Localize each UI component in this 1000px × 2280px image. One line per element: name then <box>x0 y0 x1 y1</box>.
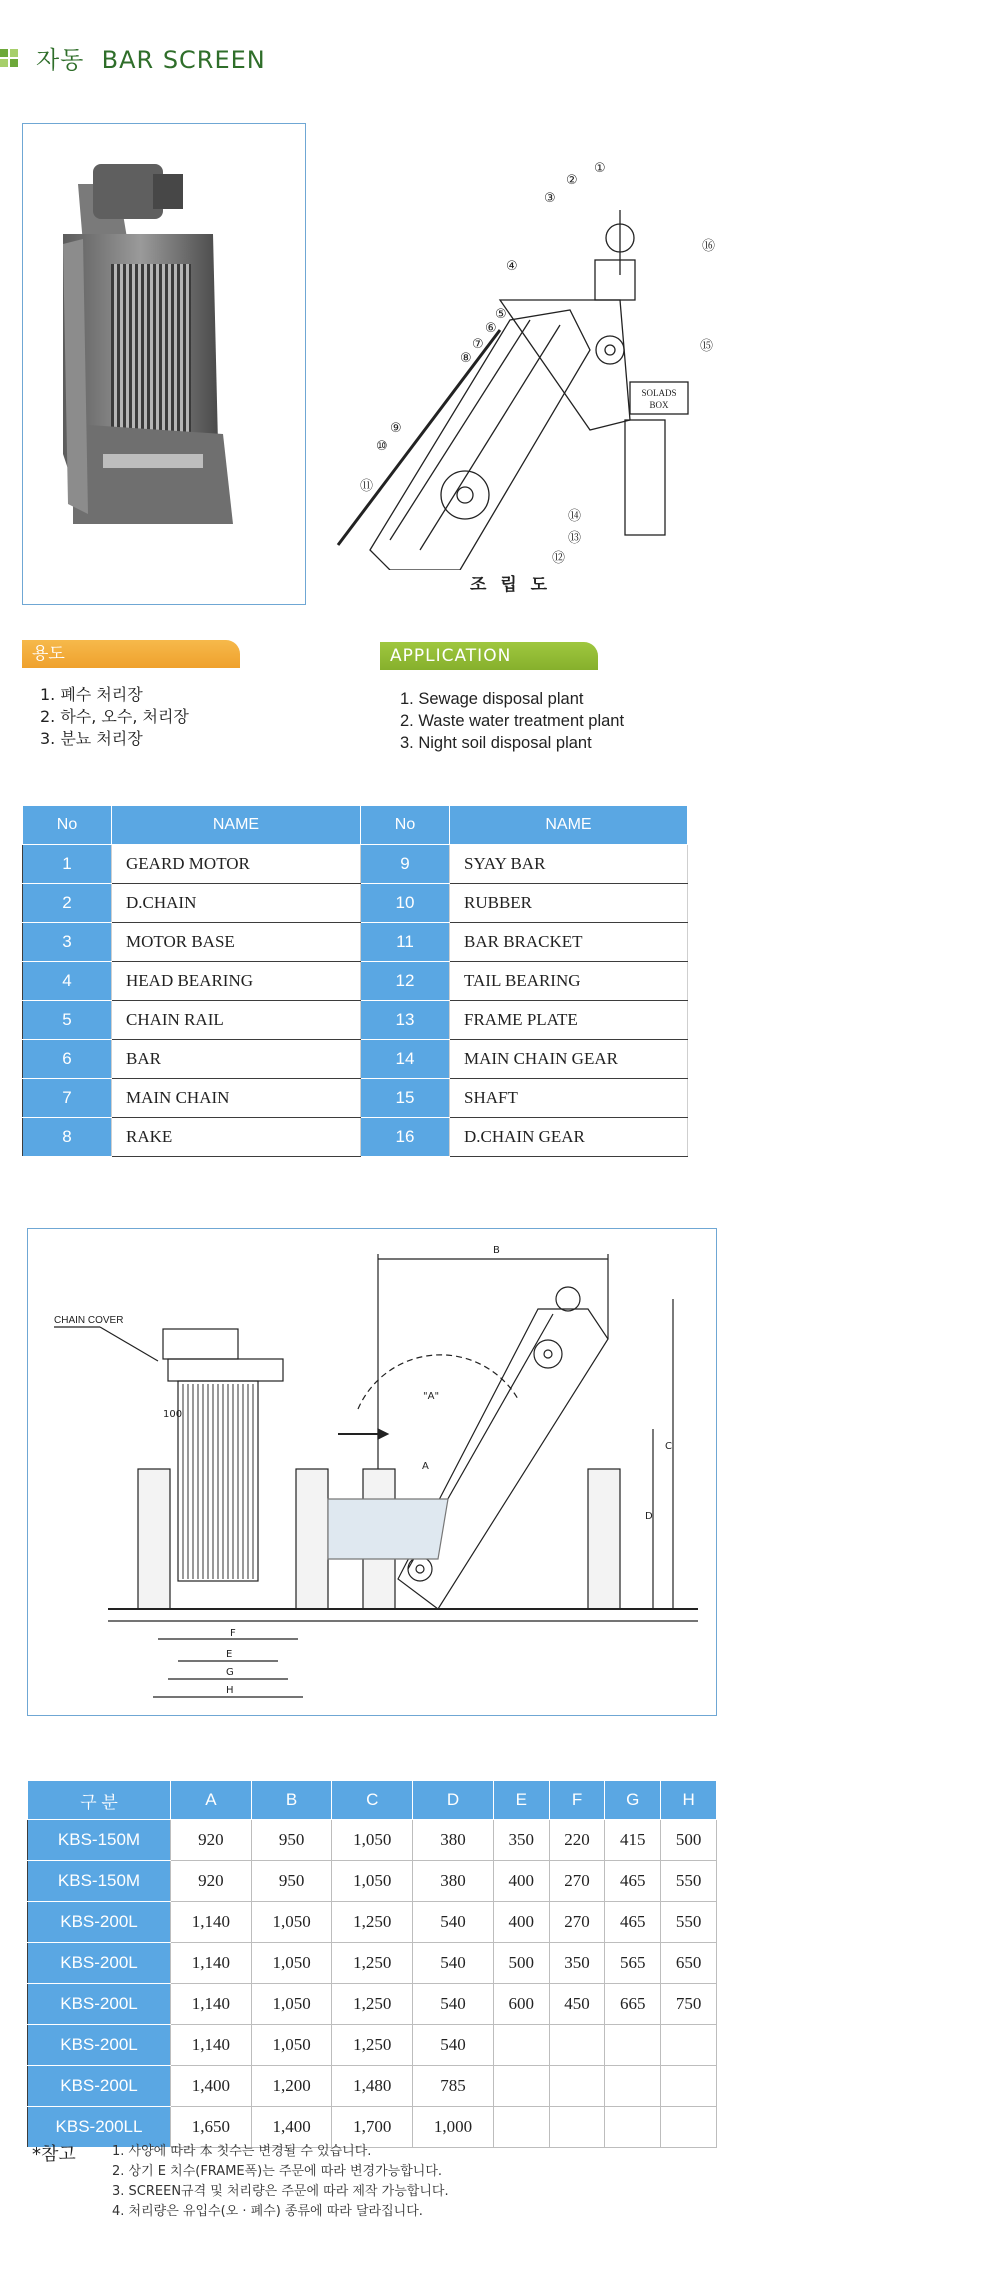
application-label: APPLICATION <box>380 642 598 670</box>
dim-c: C <box>665 1441 672 1452</box>
header-name: NAME <box>112 806 361 845</box>
model-cell: KBS-150M <box>28 1861 171 1902</box>
part-number-cell: 9 <box>361 845 450 884</box>
spec-value-cell: 1,400 <box>251 2107 332 2148</box>
callout-15: ⑮ <box>700 339 714 354</box>
spec-value-cell: 540 <box>413 1943 494 1984</box>
notes-label: *참고 <box>32 2144 76 2165</box>
part-number-cell: 10 <box>361 884 450 923</box>
spec-value-cell <box>661 2107 717 2148</box>
model-cell: KBS-200LL <box>28 2107 171 2148</box>
spec-value-cell: 380 <box>413 1861 494 1902</box>
model-cell: KBS-200L <box>28 1943 171 1984</box>
note-item: 3. SCREEN규격 및 처리량은 주문에 따라 제작 가능합니다. <box>112 2184 449 2199</box>
dimension-drawing <box>27 1228 717 1716</box>
spec-value-cell: 415 <box>605 1820 661 1861</box>
assembly-caption: 조 립 도 <box>470 575 552 595</box>
table-row <box>28 1820 717 1861</box>
dim-b: B <box>493 1245 500 1256</box>
table-row <box>23 923 688 962</box>
spec-header: A <box>171 1781 252 1820</box>
dim-100: 100 <box>163 1409 183 1420</box>
usage-ko-item: 2. 하수, 오수, 처리장 <box>40 707 189 726</box>
dim-a: A <box>422 1461 429 1472</box>
part-number-cell: 5 <box>23 1001 112 1040</box>
dim-h: H <box>226 1685 234 1696</box>
callout-9: ⑨ <box>390 421 402 436</box>
part-name-cell: SHAFT <box>450 1079 688 1118</box>
spec-value-cell <box>493 2107 549 2148</box>
callout-14: ⑭ <box>568 509 582 524</box>
spec-value-cell: 1,250 <box>332 1902 413 1943</box>
dim-d: D <box>645 1511 653 1522</box>
spec-value-cell: 1,250 <box>332 1984 413 2025</box>
spec-value-cell <box>605 2025 661 2066</box>
callout-13: ⑬ <box>568 531 582 546</box>
spec-value-cell: 650 <box>661 1943 717 1984</box>
spec-value-cell: 540 <box>413 2025 494 2066</box>
application-item: 2. Waste water treatment plant <box>400 712 625 730</box>
usage-ko-item: 3. 분뇨 처리장 <box>40 729 143 748</box>
part-number-cell: 8 <box>23 1118 112 1157</box>
part-name-cell: SYAY BAR <box>450 845 688 884</box>
note-item: 2. 상기 E 치수(FRAME폭)는 주문에 따라 변경가능합니다. <box>112 2164 443 2179</box>
bar-screen-photo-illustration <box>23 124 305 604</box>
table-row <box>23 1079 688 1118</box>
callout-3: ③ <box>544 191 556 206</box>
page-title <box>0 40 266 75</box>
table-row <box>23 1001 688 1040</box>
dimension-diagram <box>28 1229 716 1715</box>
part-number-cell: 2 <box>23 884 112 923</box>
part-name-cell: MAIN CHAIN <box>112 1079 361 1118</box>
spec-value-cell: 1,140 <box>171 1902 252 1943</box>
spec-value-cell: 1,050 <box>251 1902 332 1943</box>
spec-header: B <box>251 1781 332 1820</box>
spec-value-cell: 270 <box>549 1861 605 1902</box>
part-number-cell: 14 <box>361 1040 450 1079</box>
dim-e: E <box>226 1649 233 1660</box>
spec-value-cell: 465 <box>605 1861 661 1902</box>
spec-header: D <box>413 1781 494 1820</box>
part-name-cell: MOTOR BASE <box>112 923 361 962</box>
spec-value-cell: 1,140 <box>171 1943 252 1984</box>
callout-11: ⑪ <box>360 479 374 494</box>
spec-value-cell: 1,250 <box>332 2025 413 2066</box>
spec-value-cell: 565 <box>605 1943 661 1984</box>
part-number-cell: 11 <box>361 923 450 962</box>
usage-ko-item: 1. 폐수 처리장 <box>40 685 143 704</box>
spec-value-cell: 350 <box>493 1820 549 1861</box>
note-item: 4. 처리량은 유입수(오 · 폐수) 종류에 따라 달라집니다. <box>112 2204 423 2219</box>
callout-numbers <box>360 161 715 566</box>
spec-value-cell: 920 <box>171 1861 252 1902</box>
spec-value-cell <box>549 2107 605 2148</box>
spec-value-cell: 1,050 <box>251 1943 332 1984</box>
spec-value-cell: 750 <box>661 1984 717 2025</box>
notes-list <box>112 2142 449 2222</box>
spec-value-cell <box>549 2066 605 2107</box>
spec-value-cell: 220 <box>549 1820 605 1861</box>
callout-2: ② <box>566 173 578 188</box>
table-row <box>28 2066 717 2107</box>
spec-value-cell: 1,650 <box>171 2107 252 2148</box>
part-name-cell: D.CHAIN <box>112 884 361 923</box>
spec-header: C <box>332 1781 413 1820</box>
spec-value-cell: 350 <box>549 1943 605 1984</box>
spec-value-cell: 1,050 <box>251 1984 332 2025</box>
part-number-cell: 12 <box>361 962 450 1001</box>
model-cell: KBS-200L <box>28 1902 171 1943</box>
spec-table <box>27 1780 717 2148</box>
callout-4: ④ <box>506 259 518 274</box>
spec-value-cell: 1,050 <box>332 1820 413 1861</box>
part-number-cell: 15 <box>361 1079 450 1118</box>
spec-value-cell <box>605 2107 661 2148</box>
spec-value-cell: 1,050 <box>251 2025 332 2066</box>
spec-value-cell: 950 <box>251 1820 332 1861</box>
spec-value-cell: 1,200 <box>251 2066 332 2107</box>
application-item: 3. Night soil disposal plant <box>400 734 592 752</box>
spec-value-cell: 540 <box>413 1984 494 2025</box>
part-number-cell: 13 <box>361 1001 450 1040</box>
spec-header: E <box>493 1781 549 1820</box>
dim-f: F <box>230 1628 236 1639</box>
part-number-cell: 1 <box>23 845 112 884</box>
spec-value-cell: 1,050 <box>332 1861 413 1902</box>
spec-value-cell: 500 <box>493 1943 549 1984</box>
note-item: 1. 사양에 따라 本 칫수는 변경될 수 있습니다. <box>112 2144 372 2159</box>
table-row <box>28 1943 717 1984</box>
spec-value-cell: 1,400 <box>171 2066 252 2107</box>
callout-12: ⑫ <box>552 551 566 566</box>
callout-6: ⑥ <box>485 321 497 336</box>
spec-header: G <box>605 1781 661 1820</box>
callout-7: ⑦ <box>472 337 484 352</box>
model-cell: KBS-200L <box>28 2025 171 2066</box>
parts-table-header <box>23 806 688 845</box>
table-row <box>28 1861 717 1902</box>
grid-bullet-icon <box>0 49 18 67</box>
part-name-cell: RAKE <box>112 1118 361 1157</box>
part-number-cell: 3 <box>23 923 112 962</box>
screen-bars <box>183 1384 253 1579</box>
model-cell: KBS-150M <box>28 1820 171 1861</box>
part-name-cell: GEARD MOTOR <box>112 845 361 884</box>
spec-value-cell <box>493 2066 549 2107</box>
callout-16: ⑯ <box>702 239 716 254</box>
spec-header: H <box>661 1781 717 1820</box>
part-number-cell: 7 <box>23 1079 112 1118</box>
assembly-diagram <box>330 150 740 570</box>
part-name-cell: MAIN CHAIN GEAR <box>450 1040 688 1079</box>
spec-value-cell: 550 <box>661 1861 717 1902</box>
spec-value-cell: 1,250 <box>332 1943 413 1984</box>
spec-value-cell: 785 <box>413 2066 494 2107</box>
part-number-cell: 16 <box>361 1118 450 1157</box>
spec-value-cell: 665 <box>605 1984 661 2025</box>
usage-ko-list <box>40 684 189 750</box>
usage-ko-label: 용도 <box>22 640 240 668</box>
spec-value-cell: 400 <box>493 1902 549 1943</box>
table-row <box>28 1902 717 1943</box>
solads-box-label-2: BOX <box>649 400 669 410</box>
spec-value-cell: 920 <box>171 1820 252 1861</box>
application-list <box>400 688 624 754</box>
header-no: No <box>361 806 450 845</box>
spec-value-cell <box>661 2025 717 2066</box>
part-name-cell: CHAIN RAIL <box>112 1001 361 1040</box>
callout-8: ⑧ <box>460 351 472 366</box>
table-row <box>23 1118 688 1157</box>
table-row <box>23 884 688 923</box>
spec-header: F <box>549 1781 605 1820</box>
table-row <box>28 1984 717 2025</box>
view-a-label: "A" <box>423 1391 440 1402</box>
spec-value-cell: 1,140 <box>171 1984 252 2025</box>
spec-value-cell: 270 <box>549 1902 605 1943</box>
spec-value-cell: 1,140 <box>171 2025 252 2066</box>
spec-value-cell: 1,700 <box>332 2107 413 2148</box>
callout-1: ① <box>594 161 606 176</box>
model-cell: KBS-200L <box>28 2066 171 2107</box>
table-row <box>23 962 688 1001</box>
spec-value-cell: 400 <box>493 1861 549 1902</box>
part-name-cell: HEAD BEARING <box>112 962 361 1001</box>
spec-value-cell: 1,480 <box>332 2066 413 2107</box>
product-photo <box>22 123 306 605</box>
spec-value-cell: 450 <box>549 1984 605 2025</box>
page-title-text: 자동 BAR SCREEN <box>36 46 266 74</box>
spec-value-cell: 500 <box>661 1820 717 1861</box>
part-number-cell: 6 <box>23 1040 112 1079</box>
part-name-cell: BAR <box>112 1040 361 1079</box>
spec-value-cell: 600 <box>493 1984 549 2025</box>
model-cell: KBS-200L <box>28 1984 171 2025</box>
dim-g: G <box>226 1667 234 1678</box>
spec-value-cell: 550 <box>661 1902 717 1943</box>
spec-header: 구 분 <box>28 1781 171 1820</box>
assembly-drawing <box>330 150 740 600</box>
spec-table-header <box>28 1781 717 1820</box>
spec-value-cell <box>549 2025 605 2066</box>
part-number-cell: 4 <box>23 962 112 1001</box>
callout-5: ⑤ <box>495 307 507 322</box>
part-name-cell: TAIL BEARING <box>450 962 688 1001</box>
spec-value-cell: 950 <box>251 1861 332 1902</box>
spec-value-cell <box>661 2066 717 2107</box>
parts-table <box>22 805 688 1157</box>
table-row <box>28 2025 717 2066</box>
application-item: 1. Sewage disposal plant <box>400 690 584 708</box>
part-name-cell: D.CHAIN GEAR <box>450 1118 688 1157</box>
spec-value-cell <box>493 2025 549 2066</box>
header-no: No <box>23 806 112 845</box>
header-name: NAME <box>450 806 688 845</box>
spec-value-cell: 465 <box>605 1902 661 1943</box>
table-row <box>23 1040 688 1079</box>
spec-value-cell <box>605 2066 661 2107</box>
part-name-cell: RUBBER <box>450 884 688 923</box>
part-name-cell: FRAME PLATE <box>450 1001 688 1040</box>
part-name-cell: BAR BRACKET <box>450 923 688 962</box>
spec-value-cell: 1,000 <box>413 2107 494 2148</box>
table-row <box>23 845 688 884</box>
callout-10: ⑩ <box>376 439 388 454</box>
spec-value-cell: 540 <box>413 1902 494 1943</box>
chain-cover-label: CHAIN COVER <box>54 1315 124 1326</box>
spec-value-cell: 380 <box>413 1820 494 1861</box>
solads-box-label-1: SOLADS <box>641 388 677 398</box>
